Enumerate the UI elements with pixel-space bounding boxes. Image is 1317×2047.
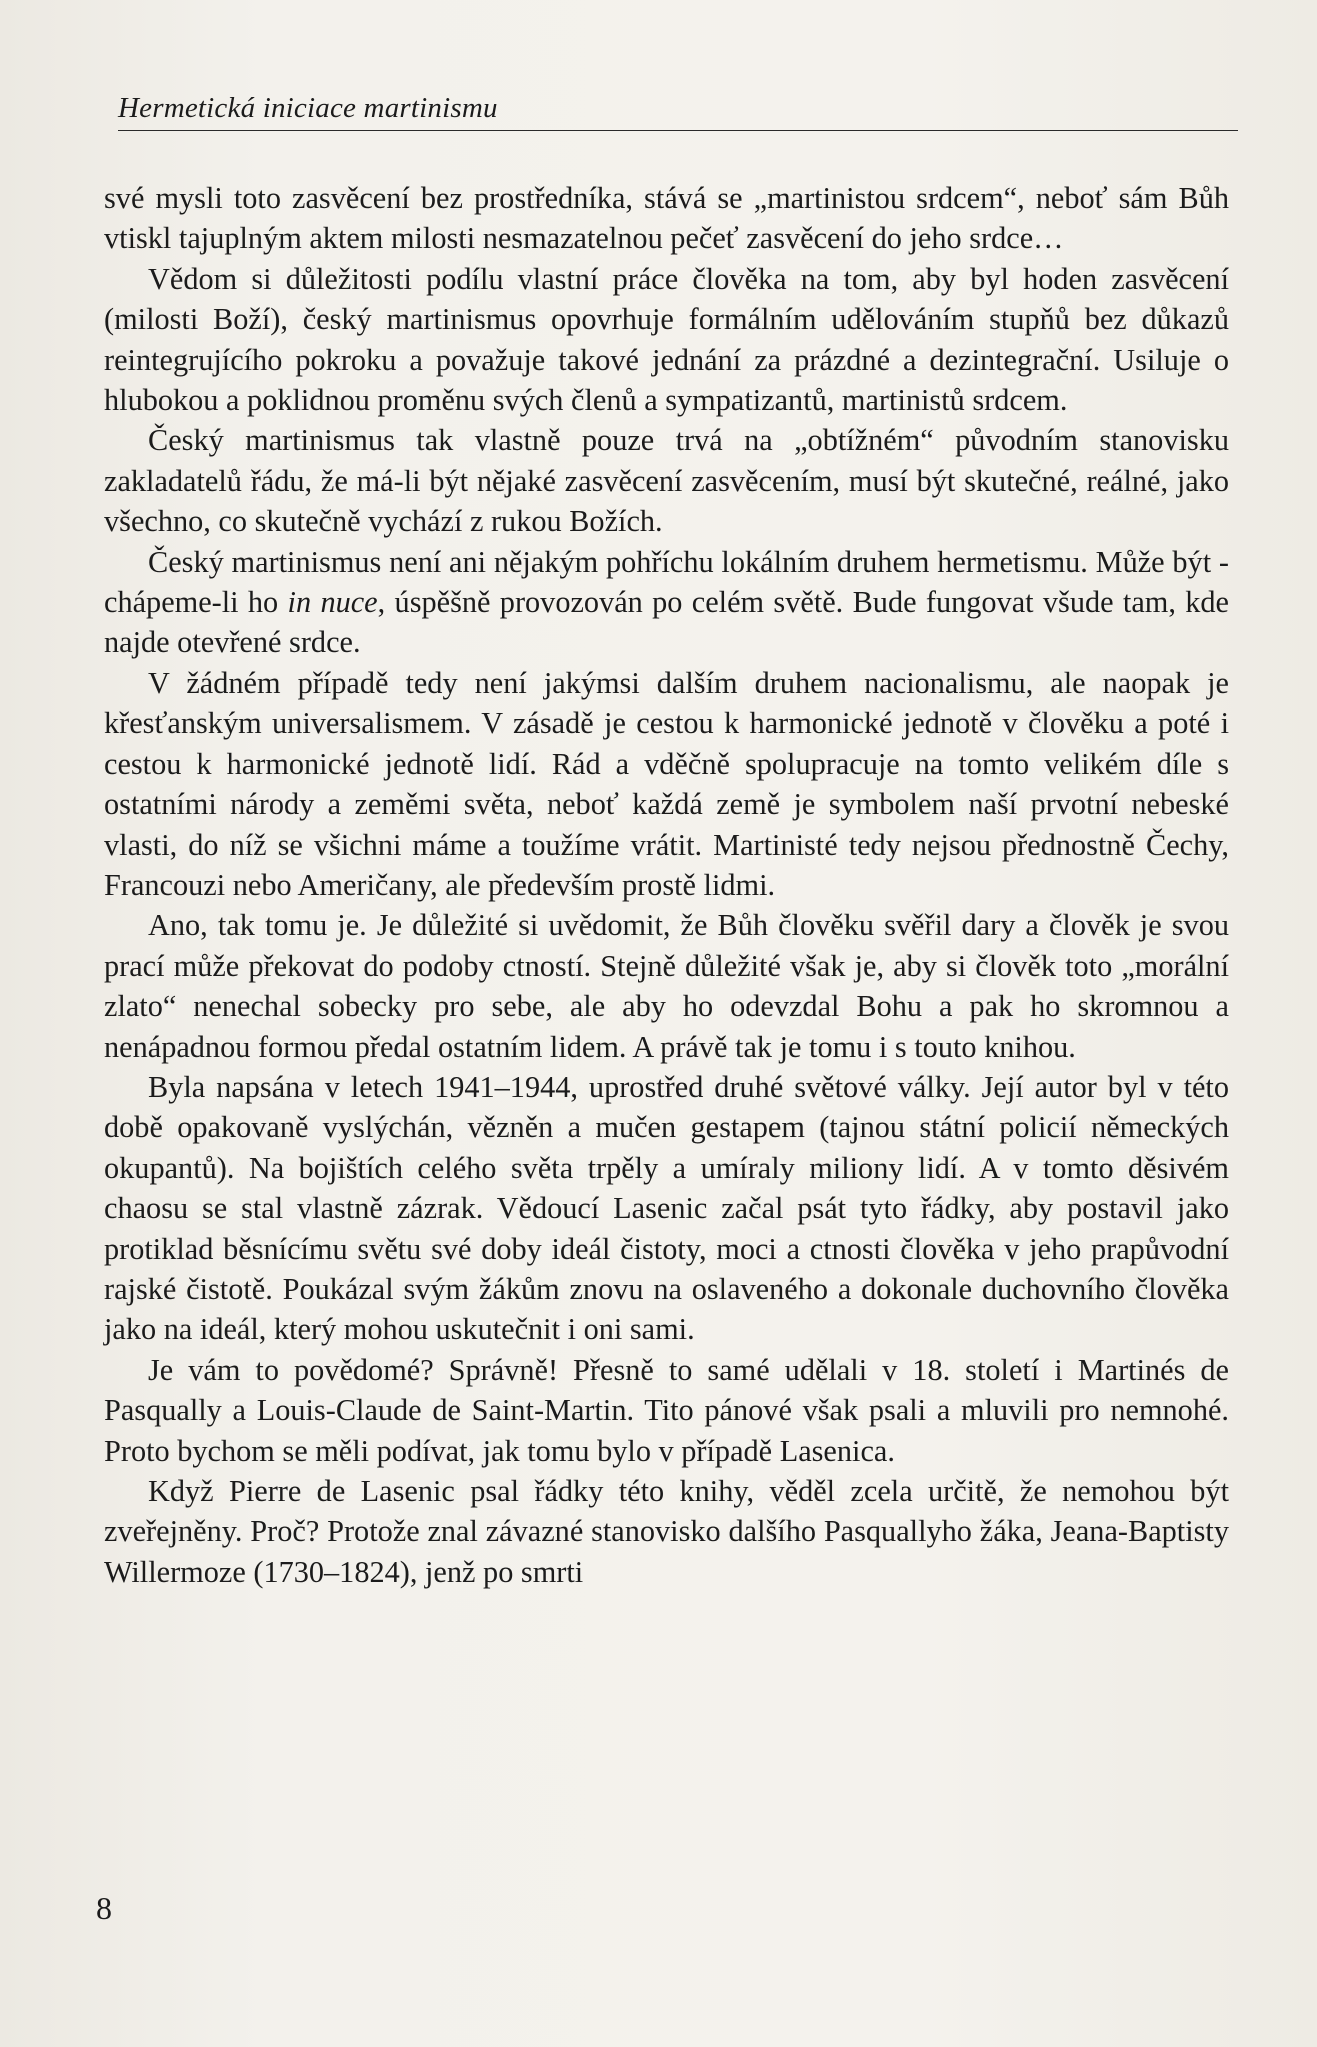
paragraph: Vědom si důležitosti podílu vlastní práce člověka na tom, aby byl hoden zasvěcení (milosti Boží), český martinismus opovrhuje formálním udělováním stupňů bez důkazů reintegrujícího pokroku a považuje takové jednání za prázdné a dezintegrační. Usiluje o hlubokou a poklidnou proměnu svých členů a sympatizantů, martinistů srdcem. [104,261,1229,418]
header-rule [118,130,1238,131]
paragraph: Byla napsána v letech 1941–1944, uprostřed druhé světové války. Její autor byl v této době opakovaně vyslýchán, vězněn a mučen gestapem (tajnou státní policií německých okupantů). Na bojištích celého světa trpěly a umíraly miliony lidí. A v tomto děsivém chaosu se stal vlastně zázrak. Vědoucí Lasenic začal psát tyto řádky, aby postavil jako protiklad běsnícímu světu své doby ideál čistoty, moci a ctnosti člověka v jeho prapůvodní rajské čistotě. Poukázal svým žákům znovu na oslaveného a dokonale duchovního člověka jako na ideál, který mohou uskutečnit i oni sami. [104,1069,1229,1347]
paragraph: Je vám to povědomé? Správně! Přesně to samé udělali v 18. století i Martinés de Pasqually a Louis-Claude de Saint-Martin. Tito pánové však psali a mluvili pro nemnohé. Proto bychom se měli podívat, jak tomu bylo v případě Lasenica. [104,1352,1229,1468]
paragraph: Český martinismus tak vlastně pouze trvá na „obtížném“ původním stanovisku zakladatelů řádu, že má-li být nějaké zasvěcení zasvěcením, musí být skutečné, reálné, jako všechno, co skutečně vychází z rukou Božích. [104,423,1229,539]
running-head: Hermetická iniciace martinismu [118,92,498,124]
paragraph: Ano, tak tomu je. Je důležité si uvědomit, že Bůh člověku svěřil dary a člověk je svou prací může překovat do podoby ctností. Stejně důležité však je, aby si člověk toto „morální zlato“ nenechal sobecky pro sebe, ale aby ho odevzdal Bohu a pak ho skromnou a nenápadnou formou předal ostatním lidem. A právě tak je tomu i s touto knihou. [104,908,1229,1064]
paragraph: V žádném případě tedy není jakýmsi dalším druhem nacionalismu, ale naopak je křesťanským universalismem. V zásadě je cestou k harmonické jednotě v člověku a poté i cestou k harmonické jednotě lidí. Rád a vděčně spolupracuje na tomto velikém díle s ostatními národy a zeměmi světa, neboť každá země je symbolem naší prvotní nebeské vlasti, do níž se všichni máme a toužíme vrátit. Martinisté tedy nejsou přednostně Čechy, Francouzi nebo Američany, ale především prostě lidmi. [104,665,1229,902]
page-number: 8 [96,1890,112,1926]
paragraph: Český martinismus není ani nějakým pohříchu lokálním druhem hermetismu. Může být - chápeme-li ho in nuce, úspěšně provozován po celém světě. Bude fungovat všude tam, kde najde otevřené srdce. [104,544,1229,660]
paragraph: Když Pierre de Lasenic psal řádky této knihy, věděl zcela určitě, že nemohou být zveřejněny. Proč? Protože znal závazné stanovisko dalšího Pasquallyho žáka, Jeana-Baptisty Willermoze (1730–1824), jenž po smrti [104,1474,1229,1589]
body-text [104,178,1229,1592]
italic-phrase: in nuce [287,585,378,620]
paragraph: své mysli toto zasvěcení bez prostředníka, stává se „martinistou srdcem“, neboť sám Bůh vtiskl tajuplným aktem milosti nesmazatelnou pečeť zasvěcení do jeho srdce… [104,181,1229,256]
